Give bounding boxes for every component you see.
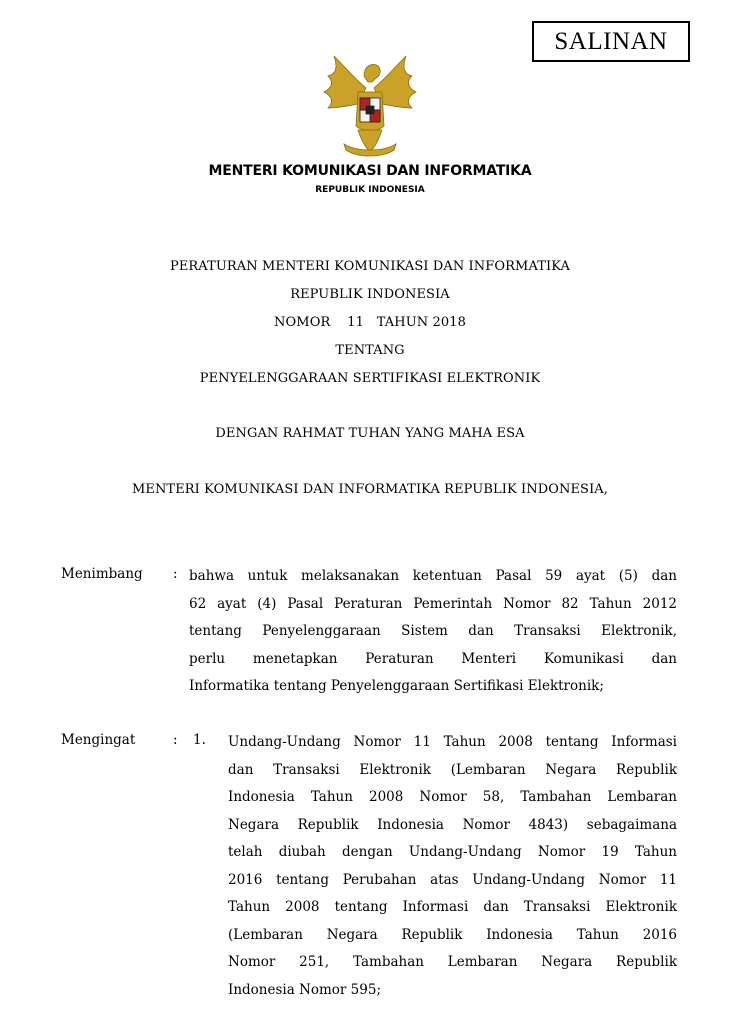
mengingat-line: Indonesia Tahun 2008 Nomor 58, Tambahan Lembaran — [228, 789, 677, 805]
menimbang-line: Informatika tentang Penyelenggaraan Sertifikasi Elektronik; — [189, 678, 604, 694]
menimbang-label: Menimbang — [61, 566, 143, 582]
mengingat-paragraph — [228, 729, 677, 1004]
garuda-pancasila-emblem-icon — [314, 48, 426, 160]
menimbang-line: bahwa untuk melaksanakan ketentuan Pasal 59 ayat (5) dan — [189, 568, 677, 584]
mengingat-item-number: 1. — [193, 732, 206, 748]
mengingat-label: Mengingat — [61, 732, 136, 748]
mengingat-line: (Lembaran Negara Republik Indonesia Tahun 2016 — [228, 926, 677, 943]
menimbang-colon: : — [173, 566, 178, 582]
menimbang-paragraph — [189, 563, 677, 701]
regulation-number: NOMOR 11 TAHUN 2018 — [274, 315, 466, 330]
mengingat-line: dan Transaksi Elektronik (Lembaran Negara Republik — [228, 761, 677, 778]
mengingat-colon: : — [173, 732, 178, 748]
regulation-tentang: TENTANG — [335, 343, 405, 358]
regulation-title-line-1: PERATURAN MENTERI KOMUNIKASI DAN INFORMATIKA — [169, 259, 570, 274]
mengingat-line: Indonesia Nomor 595; — [228, 981, 381, 998]
menimbang-line: perlu menetapkan Peraturan Menteri Komunikasi dan — [189, 650, 677, 667]
letterhead-subtitle: REPUBLIK INDONESIA — [315, 185, 425, 195]
menimbang-line: tentang Penyelenggaraan Sistem dan Transaksi Elektronik, — [189, 623, 677, 639]
letterhead-title: MENTERI KOMUNIKASI DAN INFORMATIKA — [208, 163, 532, 179]
mengingat-line: telah diubah dengan Undang-Undang Nomor 19 Tahun — [228, 844, 677, 860]
salinan-stamp: SALINAN — [532, 21, 690, 62]
mengingat-line: Negara Republik Indonesia Nomor 4843) sebagaimana — [228, 816, 677, 833]
authority-heading: MENTERI KOMUNIKASI DAN INFORMATIKA REPUBLIK INDONESIA, — [131, 482, 609, 497]
regulation-subject: PENYELENGGARAAN SERTIFIKASI ELEKTRONIK — [199, 371, 541, 386]
preamble: DENGAN RAHMAT TUHAN YANG MAHA ESA — [215, 426, 525, 441]
mengingat-line: Tahun 2008 tentang Informasi dan Transaksi Elektronik — [228, 899, 677, 915]
menimbang-line: 62 ayat (4) Pasal Peraturan Pemerintah Nomor 82 Tahun 2012 — [189, 595, 677, 612]
mengingat-line: Nomor 251, Tambahan Lembaran Negara Republik — [228, 954, 677, 970]
regulation-title-line-2: REPUBLIK INDONESIA — [290, 287, 450, 302]
mengingat-line: Undang-Undang Nomor 11 Tahun 2008 tentang Informasi — [228, 734, 677, 750]
mengingat-line: 2016 tentang Perubahan atas Undang-Undang Nomor 11 — [228, 871, 677, 888]
